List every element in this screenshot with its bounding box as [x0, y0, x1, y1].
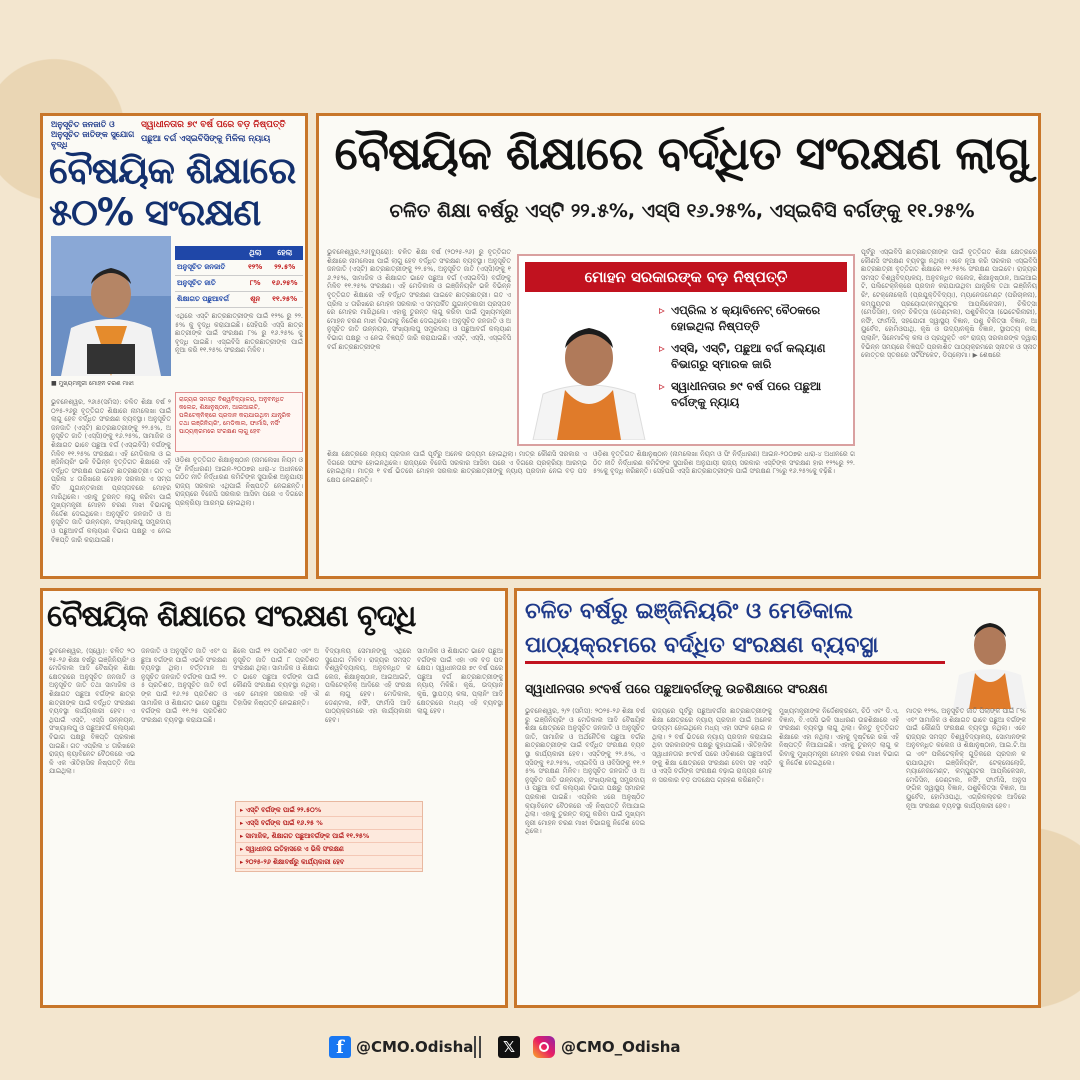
panel-title: ମୋହନ ସରକାରଙ୍କ ବଡ଼ ନିଷ୍ପତ୍ତି [525, 262, 847, 292]
list-item: ▹ ଏପ୍ରିଲ ୪ କ୍ୟାବିନେଟ୍ ବୈଠକରେ ହୋଇଥିଲା ନିଷ୍ପତ୍ତି [659, 302, 851, 334]
facebook-icon[interactable]: f [329, 1036, 351, 1058]
newspaper-clipping-4 [514, 588, 1041, 1008]
highlight-box [235, 801, 423, 872]
subheadline: ସ୍ୱାଧୀନତାର ୭୯ବର୍ଷ ପରେ ପଛୁଆବର୍ଗଙ୍କୁ ଉଚ୍ଚଶିକ୍ଷାରେ ସଂରକ୍ଷଣ [525, 681, 828, 696]
list-item: ▸ ସାମାଜିକ, ଶିକ୍ଷାଗତ ପଛୁଆବର୍ଗଙ୍କ ପାଇଁ ୧୧.୨୫% [236, 830, 422, 843]
article-body-column: ମୁଖ୍ୟମନ୍ତ୍ରୀଙ୍କ ନିର୍ଦ୍ଦେଶକ୍ରମେ, ଚିଠି ଏବଂ ଡି.ଏ, ବିଜ୍ଞାନ, ବି.ଏସସି ଭଳି ସାଧାରଣ ଉଚ୍ଚଶିକ୍ଷାରେ ଏହି ସଂରକ୍ଷଣ ବ୍ୟବସ୍ଥା ଲାଗୁ ଥିଲା। କିନ୍ତୁ ବୃତ୍ତିଗତ ଶିକ୍ଷାରେ ଏହା ନଥିଲା। ଏହାକୁ ଦୃଷ୍ଟିରେ ରଖି ଏହି ନିଷ୍ପତ୍ତି ନିଆଯାଇଛି। ଏହାକୁ ତୁରନ୍ତ ଲାଗୁ କରିବାକୁ ମୁଖ୍ୟମନ୍ତ୍ରୀ ମୋହନ ଚରଣ ମାଝୀ ବିଭାଗକୁ ନିର୍ଦ୍ଦେଶ ଦେଇଥିଲେ। [779, 707, 899, 767]
table-header-category [175, 246, 244, 260]
headline-line-1: ବୈଷୟିକ ଶିକ୍ଷାରେ [49, 149, 296, 192]
headline [49, 150, 299, 234]
table-cell-category: ଅନୁସୂଚିତ ଜାତି [175, 276, 244, 292]
list-item: ▸ ୨୦୨୫-୨୬ ଶିକ୍ଷାବର୍ଷରୁ କାର୍ଯ୍ୟକାରୀ ହେବ [236, 856, 422, 869]
decision-bullet-list [659, 302, 851, 416]
highlight-panel [517, 254, 855, 446]
list-item: ▸ ସ୍ୱାଧୀନତା ଇତିହାସରେ ଏ ଭିଳି ସଂରକ୍ଷଣ [236, 843, 422, 856]
list-item: ▹ ସ୍ୱାଧୀନତାର ୭୯ ବର୍ଷ ପରେ ପଛୁଆ ବର୍ଗଙ୍କୁ ନ୍ୟାୟ [659, 378, 851, 410]
kicker-blue: ପଛୁଆ ବର୍ଗ ଏସ୍‌ଇବିସିଙ୍କୁ ମିଳିଲା ନ୍ୟାୟ [141, 134, 271, 144]
instagram-icon[interactable] [533, 1036, 555, 1058]
table-cell-before: ଶୂନ [244, 292, 266, 308]
article-body-column: ଓଡ଼ିଶା ବୃତ୍ତିଗତ ଶିକ୍ଷାନୁଷ୍ଠାନ (ନାମଲେଖା ନିୟମ ଓ ଫି ନିର୍ଦ୍ଧାରଣ) ଆଇନ-୨୦୦୭ର ଧାରା-୪ ଅଧୀନରେ ଗଠିତ ନୀତି ନିର୍ଦ୍ଧାରଣ କମିଟିଙ୍କ ସୁପାରିଶ ଅନୁଯାୟୀ ରାଜ୍ୟ ସରକାର ଏଥିପାଇଁ ନିଷ୍ପତ୍ତି ନେଇଛନ୍ତି। ରାଜ୍ୟରେ ବିଜେପି ସରକାର ଆସିବା ପରେ ଏ ଦିଗରେ ପ୍ରକ୍ରିୟା ଆରମ୍ଭ ହୋଇଥିଲା। [175, 456, 303, 507]
article-body-column: ବିଦ୍ୟାଳୟ ସେମାନଙ୍କୁ ଏଥିରେ ସୁଯୋଗ ମିଳିବ। ରାଜ୍ୟର ସମସ୍ତ ବିଶ୍ୱବିଦ୍ୟାଳୟ, ଅନୁବନ୍ଧିତ କଲେଜ, ଶିକ୍ଷାନୁଷ୍ଠାନ, ଆଇଆଇଟି, ପଲିଟେକ୍‌ନିକ୍ ଆଦିରେ ଏହି ସଂରକ୍ଷଣ ଲାଗୁ ହେବ। ମେଡିକାଲ, ଡେଣ୍ଟାଲ, ନର୍ସିଂ, ଫାର୍ମାସି ଆଦି ପାଠ୍ୟକ୍ରମରେ ଏହା କାର୍ଯ୍ୟକାରୀ ହେବ। [325, 647, 411, 724]
article-body-column: ଶିକ୍ଷା କ୍ଷେତ୍ରରେ ନ୍ୟାୟ ପ୍ରଦାନ ପାଇଁ ପୂର୍ବରୁ ଅନେକ ଉଦ୍ୟମ ହୋଇଥିଲା। ମାତ୍ର କୌଣସି ସରକାର ଏ ଦିଗରେ ସଫଳ ହୋଇନଥିଲେ। ରାଜ୍ୟରେ ବିଜେପି ସରକାର ଆସିବା ପରେ ଏ ଦିଗରେ ପ୍ରକ୍ରିୟା ଆରମ୍ଭ ହୋଇଥିଲା। ମାତ୍ର ୧ ବର୍ଷ ଭିତରେ ମୋହନ ସରକାର ଛାତ୍ରଛାତ୍ରୀଙ୍କୁ ନ୍ୟାୟ ପ୍ରଦାନ ନେଇ ବଡ଼ ପଦକ୍ଷେପ ନେଇଛନ୍ତି। [327, 450, 587, 484]
table-cell-category: ଶିକ୍ଷାଗତ ପଛୁଆବର୍ଗ [175, 292, 244, 308]
table-row [175, 292, 303, 308]
headline: ବୈଷୟିକ ଶିକ୍ଷାରେ ସଂରକ୍ଷଣ ବୃଦ୍ଧି [47, 599, 416, 634]
article-body [49, 647, 505, 1003]
table-row [175, 276, 303, 292]
article-body-column: ଭୁବନେଶ୍ୱର,୨୬(ବ୍ୟୁରୋ): ଚଳିତ ଶିକ୍ଷା ବର୍ଷ (୨୦୨୫-୨୬) ରୁ ବୃତ୍ତିଗତ ଶିକ୍ଷାରେ ନାମଲେଖା ପାଇଁ ଲାଗୁ ହେବ ବର୍ଦ୍ଧିତ ସଂରକ୍ଷଣ ବ୍ୟବସ୍ଥା। ଅନୁସୂଚିତ ଜନଜାତି (ଏସ୍‌ଟି) ଛାତ୍ରଛାତ୍ରୀଙ୍କୁ ୨୨.୫%, ଅନୁସୂଚିତ ଜାତି (ଏସ୍‌ସି)ଙ୍କୁ ୧୬.୨୫%, ସାମାଜିକ ଓ ଶିକ୍ଷାଗତ ଭାବେ ପଛୁଆ ବର୍ଗ (ଏସ୍‌ଇବିସି) ବର୍ଗଙ୍କୁ ମିଳିବ ୧୧.୨୫% ସଂରକ୍ଷଣ। ଏହି ମେଡିକାଲ ଓ ଇଞ୍ଜିନିୟରିଂ ଭଳି ବିଭିନ୍ନ ବୃତ୍ତିଗତ ଶିକ୍ଷାରେ ଏହି ବର୍ଦ୍ଧିତ ସଂରକ୍ଷଣ ପାଇବେ ଛାତ୍ରଛାତ୍ରୀ। ଗତ ଏପ୍ରିଲ ୪ ତାରିଖରେ ମୋହନ ସରକାର ଏ ସମ୍ପର୍କିତ ଯୁଗାନ୍ତକାରୀ ପ୍ରସ୍ତାବରେ ମୋହର ମାରିଥିଲେ। ଏହାକୁ ତୁରନ୍ତ ଲାଗୁ କରିବା ପାଇଁ ମୁଖ୍ୟମନ୍ତ୍ରୀ ମୋହନ ଚରଣ ମାଝୀ ବିଭାଗକୁ ନିର୍ଦ୍ଦେଶ ଦେଇଥିଲେ। ଅନୁସୂଚିତ ଜନଜାତି ଓ ଅନୁସୂଚିତ ଜାତି ଉନ୍ନୟନ, ସଂଖ୍ୟାଲଘୁ ସମ୍ପ୍ରଦାୟ ଓ ପଛୁଆବର୍ଗ କଲ୍ୟାଣ ବିଭାଗ ପକ୍ଷରୁ ଏ ନେଇ ବିଜ୍ଞପ୍ତି ଜାରି କରାଯାଇଛି। ଏସ୍‌ଟି, ଏସ୍‌ସି, ଏସ୍‌ଇବିସି ବର୍ଗ ଛାତ୍ରଛାତ୍ରୀଙ୍କ [327, 248, 511, 351]
article-body-column: ଛିଲେ ପାଇଁ ୧୨ ପ୍ରତିଶତ ଏବଂ ଅନୁସୂଚିତ ଜାତି ପାଇଁ ୮ ପ୍ରତିଶତ ସଂରକ୍ଷଣ ଥିଲା। ସାମାଜିକ ଓ ଶିକ୍ଷାଗତ ଭାବେ ପଛୁଆ ବର୍ଗଙ୍କ ପାଇଁ କୌଣସି ସଂରକ୍ଷଣ ବ୍ୟବସ୍ଥା ନଥିଲା। ଏବେ ମୋହନ ସରକାର ଏହି ଐତିହାସିକ ନିଷ୍ପତ୍ତି ନେଇଛନ୍ତି। [233, 647, 319, 707]
article-body-column: ଓଡ଼ିଶା ବୃତ୍ତିଗତ ଶିକ୍ଷାନୁଷ୍ଠାନ (ନାମଲେଖା ନିୟମ ଓ ଫି ନିର୍ଦ୍ଧାରଣ) ଆଇନ-୨୦୦୭ର ଧାରା-୪ ଅଧୀନରେ ଗଠିତ ନୀତି ନିର୍ଦ୍ଧାରଣ କମିଟିଙ୍କ ସୁପାରିଶ ଅନୁଯାୟୀ ରାଜ୍ୟ ସରକାର ଏସ୍‌ଟିଙ୍କ ସଂରକ୍ଷଣ ହାର ୧୨%ରୁ ୨୨.୫%କୁ ବୃଦ୍ଧି କରିଛନ୍ତି। ସେହିପରି ଏସ୍‌ସି ଛାତ୍ରଛାତ୍ରୀଙ୍କ ପାଇଁ ସଂରକ୍ଷଣ ୮%ରୁ ୧୬.୨୫%କୁ ବଢ଼ିଛି। [593, 450, 855, 476]
article-body-column: ଜନଜାତି ଓ ଅନୁସୂଚିତ ଜାତି ଏବଂ ପଛୁଆ ବର୍ଗଙ୍କ ପାଇଁ ଏଭଳି ସଂରକ୍ଷଣ ବ୍ୟବସ୍ଥା ଥିଲା। ବର୍ତ୍ତମାନ ଅନୁସୂଚିତ ଜନଜାତି ବର୍ଗଙ୍କ ପାଇଁ ୨୨.୫ ପ୍ରତିଶତ, ଅନୁସୂଚିତ ଜାତି ବର୍ଗଙ୍କ ପାଇଁ ୧୬.୨୫ ପ୍ରତିଶତ ଓ ସାମାଜିକ ଓ ଶିକ୍ଷାଗତ ଭାବେ ପଛୁଆ ବର୍ଗଙ୍କ ପାଇଁ ୧୧.୨୫ ପ୍ରତିଶତ ସଂରକ୍ଷଣ ବ୍ୟବସ୍ଥା କରାଯାଇଛି। [141, 647, 227, 724]
photo-caption: ■ ମୁଖ୍ୟମନ୍ତ୍ରୀ ମୋହନ ଚରଣ ମାଝୀ [51, 380, 134, 387]
newspaper-clipping-1 [40, 113, 308, 579]
chief-minister-photo [949, 601, 1031, 709]
newspaper-clipping-2 [316, 113, 1041, 579]
facebook-handle[interactable]: @CMO.Odisha [356, 1038, 474, 1056]
headline: ବୈଷୟିକ ଶିକ୍ଷାରେ ବର୍ଦ୍ଧିତ ସଂରକ୍ଷଣ ଲାଗୁ [334, 126, 1030, 180]
chief-minister-photo [525, 298, 653, 440]
article-body-column: ରାଜ୍ୟରେ ପୂର୍ବରୁ ପଛୁଆବର୍ଗର ଛାତ୍ରଛାତ୍ରୀଙ୍କୁ ଶିକ୍ଷା କ୍ଷେତ୍ରରେ ନ୍ୟାୟ ପ୍ରଦାନ ପାଇଁ ଅନେକ ଉଦ୍ୟମ ହୋଇଥିଲେ ମଧ୍ୟ ଏହା ସଫଳ ହୋଇ ନଥିଲା। ୨ ବର୍ଷ ଭିତରେ ନ୍ୟାୟ ପ୍ରଦାନ କରାଯାଇଥିବା ସରକାରଙ୍କ ପକ୍ଷରୁ କୁହାଯାଇଛି। ଐତିହାସିକ ସ୍ୱାଧୀନତାର ୭୯ବର୍ଷ ପରେ ଓଡ଼ିଶାରେ ପଛୁଆବର୍ଗଙ୍କୁ ଶିକ୍ଷା କ୍ଷେତ୍ରରେ ସଂରକ୍ଷଣ ଦେବା ସହ ଏସ୍‌ଟି ଓ ଏସ୍‌ସି ବର୍ଗଙ୍କ ସଂରକ୍ଷଣ ବଢ଼ାଇ ରାଜ୍ୟର ମୋହନ ସରକାର ବଡ଼ ପଦକ୍ଷେପ ଗ୍ରହଣ କରିଛନ୍ତି। [652, 707, 772, 784]
article-body-column: ଏଥିରେ ଏସ୍‌ଟି ଛାତ୍ରଛାତ୍ରୀଙ୍କ ପାଇଁ ୧୨% ରୁ ୨୨.୫% କୁ ବୃଦ୍ଧି କରାଯାଇଛି। ସେହିପରି ଏସ୍‌ସି ଛାତ୍ରଛାତ୍ରୀଙ୍କ ପାଇଁ ସଂରକ୍ଷଣ ୮% ରୁ ୧୬.୨୫% କୁ ବୃଦ୍ଧି ପାଇଛି। ଏସ୍‌ଇବିସି ଛାତ୍ରଛାତ୍ରୀଙ୍କ ପାଇଁ ନୂଆ କରି ୧୧.୨୫% ସଂରକ୍ଷଣ ମିଳିବ। [175, 312, 303, 355]
table-cell-before: ୧୨% [244, 260, 266, 276]
chief-minister-photo [51, 236, 171, 376]
article-body-column: ଭୁବନେଶ୍ୱର, (ସ୍ୱୋ): ଚଳିତ ୨୦୨୫-୨୬ ଶିକ୍ଷା ବର୍ଷରୁ ଇଞ୍ଜିନିୟରିଂ ଓ ମେଡିକାଲ ଆଦି ବୈଷୟିକ ଶିକ୍ଷା କ୍ଷେତ୍ରରେ ଅନୁସୂଚିତ ଜନଜାତି ଓ ଅନୁସୂଚିତ ଜାତି ତଥା ସାମାଜିକ ଓ ଶିକ୍ଷାଗତ ପଛୁଆ ବର୍ଗଙ୍କ ଛାତ୍ରଛାତ୍ରୀଙ୍କ ପାଇଁ ବର୍ଦ୍ଧିତ ସଂରକ୍ଷଣ ବ୍ୟବସ୍ଥା କାର୍ଯ୍ୟକାରୀ ହେବ। ଏଥିପାଇଁ ଏସ୍‌ଟି, ଏସ୍‌ସି ଉନ୍ନୟନ, ସଂଖ୍ୟାଲଘୁ ଓ ପଛୁଆବର୍ଗ କଲ୍ୟାଣ ବିଭାଗ ପକ୍ଷରୁ ବିଜ୍ଞପ୍ତି ପ୍ରକାଶ ପାଇଛି। ଗତ ଏପ୍ରିଲ ୪ ତାରିଖରେ ରାଜ୍ୟ କ୍ୟାବିନେଟ ବୈଠକରେ ଏଭଳି ଏକ ଐତିହାସିକ ନିଷ୍ପତ୍ତି ନିଆଯାଇଥିଲା। [49, 647, 135, 776]
table-cell-after: ୧୬.୨୫% [266, 276, 303, 292]
table-cell-before: ୮% [244, 276, 266, 292]
divider [474, 1036, 476, 1058]
table-cell-after: ୧୧.୨୫% [266, 292, 303, 308]
headline-line-2: ପାଠ୍ୟକ୍ରମରେ ବର୍ଦ୍ଧିତ ସଂରକ୍ଷଣ ବ୍ୟବସ୍ଥା [525, 631, 945, 664]
table-header-after: ହେଲା [266, 246, 303, 260]
kicker-left: ଅନୁସୂଚିତ ଜନଜାତି ଓ ଅନୁସୂଚିତ ଜାତିଙ୍କ ସୁଯୋଗ ବୃଦ୍ଧି [51, 120, 135, 149]
table-cell-category: ଅନୁସୂଚିତ ଜନଜାତି [175, 260, 244, 276]
table-header-before: ଥିଲା [244, 246, 266, 260]
highlight-box: ରାଜ୍ୟର ସମସ୍ତ ବିଶ୍ୱବିଦ୍ୟାଳୟ, ଅନୁବନ୍ଧିତ କଲେଜ, ଶିକ୍ଷାନୁଷ୍ଠାନ, ଆଇଆଇଟି, ପଲିଟେକ୍‌ନିକ୍‌ରେ ପ୍ରଦାନ କରାଯାଉଥିବା ଯାନ୍ତ୍ରିକ ତଥା ଇଞ୍ଜିନିୟରିଂ, ମେଡିକାଲ, ଫାର୍ମାସି, ନର୍ସିଂ ପାଠ୍ୟକ୍ରମରେ ସଂରକ୍ଷଣ ଲାଗୁ ହେବ [175, 392, 303, 452]
x-icon[interactable]: 𝕏 [498, 1036, 520, 1058]
newspaper-clipping-3 [40, 588, 508, 1008]
kicker-red: ସ୍ୱାଧୀନତାର ୭୯ ବର୍ଷ ପରେ ବଡ଼ ନିଷ୍ପତ୍ତି [141, 120, 286, 130]
list-item: ▸ ଏସ୍‌ସି ବର୍ଗଙ୍କ ପାଇଁ ୧୬.୨୫ % [236, 817, 422, 830]
article-body-column: ସାମାଜିକ ଓ ଶିକ୍ଷାଗତ ଭାବେ ପଛୁଆ ବର୍ଗଙ୍କ ପାଇଁ ଏହା ଏକ ବଡ଼ ପଦକ୍ଷେପ। ସ୍ୱାଧୀନତାର ୭୯ ବର୍ଷ ପରେ ପଛୁଆ ବର୍ଗ ଛାତ୍ରଛାତ୍ରୀଙ୍କୁ ନ୍ୟାୟ ମିଳିଛି। କୃଷି, ଉଦ୍ୟାନ କୃଷି, ସ୍ଥାପତ୍ୟ କଳା, ପ୍ଲାନିଂ ଆଦି କ୍ଷେତ୍ରରେ ମଧ୍ୟ ଏହି ବ୍ୟବସ୍ଥା ଲାଗୁ ହେବ। [417, 647, 503, 716]
article-body-column: ପୂର୍ବରୁ ଏସ୍‌ଇବିସି ଛାତ୍ରଛାତ୍ରୀଙ୍କ ପାଇଁ ବୃତ୍ତିଗତ ଶିକ୍ଷା କ୍ଷେତ୍ରରେ କୌଣସି ସଂରକ୍ଷଣ ବ୍ୟବସ୍ଥା ନଥିଲା। ଏବେ ନୂଆ କରି ସରକାର ଏସ୍‌ଇବିସି ଛାତ୍ରଛାତ୍ରୀ ବୃତ୍ତିଗତ ଶିକ୍ଷାରେ ୧୧.୨୫% ସଂରକ୍ଷଣ ପାଇବେ। ରାଜ୍ୟର ସମସ୍ତ ବିଶ୍ୱବିଦ୍ୟାଳୟ, ଅନୁବନ୍ଧିତ କଲେଜ, ଶିକ୍ଷାନୁଷ୍ଠାନ, ଆଇଆଇଟି, ପଲିଟେକ୍‌ନିକ୍‌ରେ ପ୍ରଦାନ କରାଯାଉଥିବା ଯାନ୍ତ୍ରିକ ତଥା ଇଞ୍ଜିନିୟରିଂ, ଟେକ୍ନୋଲୋଜି (ପ୍ରଯୁକ୍ତିବିଦ୍ୟା), ମ୍ୟାନେଜମେଣ୍ଟ (ପରିଚାଳନା), କମ୍ପ୍ୟୁଟର ପ୍ରୟୋଗ(କମ୍ପ୍ୟୁଟର ଆପ୍ଲିକେସନ), ଚିକିତ୍ସା (ମେଡିସିନ), ଦନ୍ତ ଚିକିତ୍ସା (ଡେଣ୍ଟାଲ), ପଶୁଚିକିତ୍ସା (ଭେଟେରିନାରୀ), ନର୍ସିଂ, ଫାର୍ମାସି, ସହଯୋଗୀ ସ୍ୱାସ୍ଥ୍ୟ ବିଜ୍ଞାନ, ପଶୁ ଚିକିତ୍ସା ବିଜ୍ଞାନ, ଆୟୁର୍ବେଦ, ହୋମିଓପାଥି, କୃଷି ଓ ଉଦ୍ୟାନକୃଷି ବିଜ୍ଞାନ, ସ୍ଥାପତ୍ୟ କଳା, ପ୍ଲାନିଂ, ସିନେମାଟିକ୍ କଳା ଓ ପ୍ରଯୁକ୍ତି ଏବଂ ରାଜ୍ୟ ସରକାରଙ୍କ ଦ୍ୱାରା ବିଭିନ୍ନ ସମୟରେ ବିଜ୍ଞପ୍ତି ପ୍ରକାଶିତ ପାଠ୍ୟକ୍ରମରେ ସ୍ନାତକ ଓ ସ୍ନାତକୋତ୍ତର ସ୍ତରରେ ସର୍ଟିଫିକେଟ, ଡିପ୍ଲୋମା। ▶ ଶେଷରେ [861, 248, 1037, 360]
social-footer [0, 1032, 1080, 1062]
list-item: ▹ ଏସ୍‌ସି, ଏସ୍‌ଟି, ପଛୁଆ ବର୍ଗ କଲ୍ୟାଣ ବିଭାଗରୁ ସ୍ମାରକ ଜାରି [659, 340, 851, 372]
list-item: ▸ ଏସ୍‌ଟି ବର୍ଗଙ୍କ ପାଇଁ ୨୨.୫୦% [236, 804, 422, 817]
article-body-column: ମାତ୍ର ୧୨%, ଅନୁସୂଚିତ ଜାତି ପିଲାଙ୍କ ପାଇଁ ୮% ଏବଂ ସାମାଜିକ ଓ ଶିକ୍ଷାଗତ ଭାବେ ପଛୁଆ ବର୍ଗଙ୍କ ପାଇଁ କୌଣସି ସଂରକ୍ଷଣ ବ୍ୟବସ୍ଥା ନଥିଲା। ଏବେ ରାଜ୍ୟର ସମସ୍ତ ବିଶ୍ୱବିଦ୍ୟାଳୟ, ସୋମାନଙ୍କ ଅନୁବନ୍ଧିତ କଲେଜ ଓ ଶିକ୍ଷାନୁଷ୍ଠାନ, ଆଇ.ଟି.ଆଇ ଏବଂ ପଲିଟେକ୍‌ନିକ୍ ଗୁଡ଼ିକରେ ପ୍ରଦାନ କରାଯାଉଥିବା ଇଞ୍ଜିନିୟରିଂ, ଟେକ୍ନୋଲୋଜି, ମ୍ୟାନେଜମେଣ୍ଟ, କମ୍ପ୍ୟୁଟର ଆପ୍ଲିକେସନ, ମେଡିସିନ, ଡେଣ୍ଟାଲ, ନର୍ସିଂ, ଫାର୍ମାସି, ଅନୁସଙ୍ଗିକ ସ୍ୱାସ୍ଥ୍ୟ ବିଜ୍ଞାନ, ପଶୁଚିକିତ୍ସା ବିଜ୍ଞାନ, ଆୟୁର୍ବେଦ, ହୋମିଓପାଥି, ଏଗ୍ରିକଲ୍ଚର ଆଦିରେ ନୂଆ ସଂରକ୍ଷଣ ବ୍ୟବସ୍ଥା କାର୍ଯ୍ୟକାରୀ ହେବ। [906, 707, 1026, 810]
table-row [175, 260, 303, 276]
divider [479, 1036, 481, 1058]
article-body-column: ଭୁବନେଶ୍ୱର, ୨/୨ (ସମିସ): ୨୦୨୫-୨୬ ଶିକ୍ଷା ବର୍ଷରୁ ଇଞ୍ଜିନିୟରିଂ ଓ ମେଡିକାଲ ଆଦି ବୈଷୟିକ ଶିକ୍ଷା କ୍ଷେତ୍ରରେ ଅନୁସୂଚିତ ଜନଜାତି ଓ ଅନୁସୂଚିତ ଜାତି, ସାମାଜିକ ଓ ଅର୍ଥନୈତିକ ପଛୁଆ ବର୍ଗର ଛାତ୍ରଛାତ୍ରୀଙ୍କ ପାଇଁ ବର୍ଦ୍ଧିତ ସଂରକ୍ଷଣ ବ୍ୟବସ୍ଥା କାର୍ଯ୍ୟକାରୀ ହେବ। ଏସ୍‌ଟିଙ୍କୁ ୨୨.୫%, ଏସ୍‌ସିଙ୍କୁ ୧୬.୨୫%, ଏସ୍‌ଇବିସି ଓ ଓବିସିଙ୍କୁ ୧୧.୨୫% ସଂରକ୍ଷଣ ମିଳିବ। ଅନୁସୂଚିତ ଜନଜାତି ଓ ଅନୁସୂଚିତ ଜାତି ଉନ୍ନୟନ, ସଂଖ୍ୟାଲଘୁ ସମ୍ପ୍ରଦାୟ ଓ ପଛୁଆ ବର୍ଗ କଲ୍ୟାଣ ବିଭାଗ ପକ୍ଷରୁ ସ୍ମାରକ ପ୍ରକାଶ ପାଇଛି। ଏପ୍ରିଲ ୪ରେ ଅନୁଷ୍ଠିତ କ୍ୟାବିନେଟ ବୈଠକରେ ଏହି ନିଷ୍ପତ୍ତି ନିଆଯାଇଥିଲା। ଏହାକୁ ତୁରନ୍ତ ଲାଗୁ କରିବା ପାଇଁ ମୁଖ୍ୟମନ୍ତ୍ରୀ ମୋହନ ଚରଣ ମାଝୀ ବିଭାଗକୁ ନିର୍ଦ୍ଦେଶ ଦେଇଥିଲେ। [525, 707, 645, 836]
table-cell-after: ୨୨.୫% [266, 260, 303, 276]
instagram-handle[interactable]: @CMO_Odisha [561, 1038, 681, 1056]
headline-line-1: ଚଳିତ ବର୍ଷରୁ ଇଞ୍ଜିନିୟରିଂ ଓ ମେଡିକାଲ [525, 599, 853, 624]
subheadline: ଚଳିତ ଶିକ୍ଷା ବର୍ଷରୁ ଏସ୍‌ଟି ୨୨.୫%, ଏସ୍‌ସି ୧୬.୨୫%, ଏସ୍‌ଇବିସି ବର୍ଗଙ୍କୁ ୧୧.୨୫% [389, 200, 975, 222]
headline-line-2: ୫୦% ସଂରକ୍ଷଣ [49, 191, 261, 234]
article-body-column: ଭୁବନେଶ୍ୱର, ୨୬ା୫(ସମିସ): ଚଳିତ ଶିକ୍ଷା ବର୍ଷ ୨୦୨୫-୨୬ରୁ ବୃତ୍ତିଗତ ଶିକ୍ଷାରେ ନାମଲେଖା ପାଇଁ ଲାଗୁ ହେବ ବର୍ଦ୍ଧିତ ସଂରକ୍ଷଣ ବ୍ୟବସ୍ଥା। ଅନୁସୂଚିତ ଜନଜାତି (ଏସ୍‌ଟି) ଛାତ୍ରଛାତ୍ରୀଙ୍କୁ ୨୨.୫%, ଅନୁସୂଚିତ ଜାତି (ଏସ୍‌ସି)ଙ୍କୁ ୧୬.୨୫%, ସାମାଜିକ ଓ ଶିକ୍ଷାଗତ ଭାବେ ପଛୁଆ ବର୍ଗ (ଏସ୍‌ଇବିସି) ବର୍ଗଙ୍କୁ ମିଳିବ ୧୧.୨୫% ସଂରକ୍ଷଣ। ଏହି ମେଡିକାଲ ଓ ଇଞ୍ଜିନିୟରିଂ ଭଳି ବିଭିନ୍ନ ବୃତ୍ତିଗତ ଶିକ୍ଷାରେ ଏହି ବର୍ଦ୍ଧିତ ସଂରକ୍ଷଣ ପାଇବେ ଛାତ୍ରଛାତ୍ରୀ। ଗତ ଏପ୍ରିଲ ୪ ତାରିଖରେ ମୋହନ ସରକାର ଏ ସମ୍ପର୍କିତ ଯୁଗାନ୍ତକାରୀ ପ୍ରସ୍ତାବରେ ମୋହର ମାରିଥିଲେ। ଏହାକୁ ତୁରନ୍ତ ଲାଗୁ କରିବା ପାଇଁ ମୁଖ୍ୟମନ୍ତ୍ରୀ ମୋହନ ଚରଣ ମାଝୀ ବିଭାଗକୁ ନିର୍ଦ୍ଦେଶ ଦେଇଥିଲେ। ଅନୁସୂଚିତ ଜନଜାତି ଓ ଅନୁସୂଚିତ ଜାତି ଉନ୍ନୟନ, ସଂଖ୍ୟାଲଘୁ ସମ୍ପ୍ରଦାୟ ଓ ପଛୁଆବର୍ଗ କଲ୍ୟାଣ ବିଭାଗ ପକ୍ଷରୁ ଏ ନେଇ ବିଜ୍ଞପ୍ତି ଜାରି କରାଯାଇଛି। [51, 398, 171, 544]
reservation-table [175, 246, 303, 308]
